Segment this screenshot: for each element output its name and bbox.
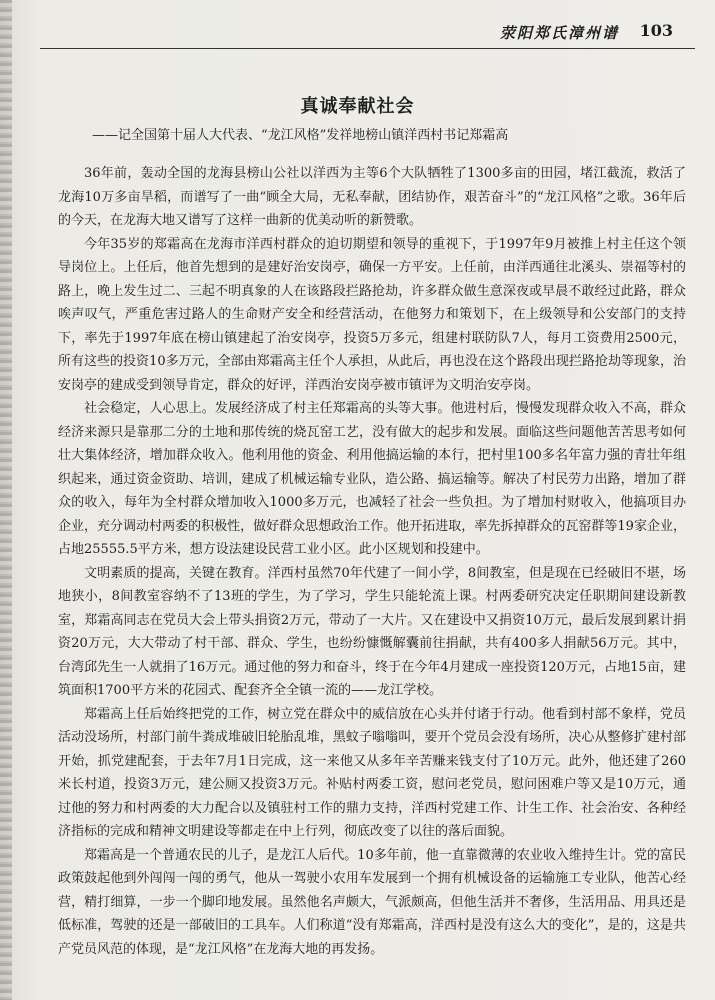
running-header: [40, 18, 695, 46]
article-subtitle: ——记全国第十届人大代表、“龙江风格”发祥地榜山镇洋西村书记郑霜高: [92, 128, 509, 143]
paragraph: 今年35岁的郑霜高在龙海市洋西村群众的迫切期望和领导的重视下，于1997年9月被推上村主任这个领导岗位上。上任后，他首先想到的是建好治安岗亭，确保一方平安。上任前，由洋西通往北溪头、崇福等村的路上，晚上发生过二、三起不明真象的人在该路段拦路抢劫，许多群众做生意深夜或早晨不敢经过此路，群众唉声叹气，严重危害过路人的生命财产安全和经营活动，在他努力和策划下，在上级领导和公安部门的支持下，率先于1997年底在榜山镇建起了治安岗亭，投资5万多元，组建村联防队7人，每月工资费用2500元，所有这些的投资10多万元，全部由郑霜高主任个人承担，从此后，再也没在这个路段出现拦路抢劫等现象，治安岗亭的建成受到领导肯定，群众的好评，洋西治安岗亭被市镇评为文明治安亭岗。: [58, 236, 686, 393]
paragraph: 文明素质的提高，关键在教育。洋西村虽然70年代建了一间小学，8间教室，但是现在已经破旧不堪，场地狭小，8间教室容纳不了13班的学生，为了学习，学生只能轮流上课。村两委研究决定任职期间建设新教室，郑霜高同志在党员大会上带头捐资2万元，带动了一大片。又在建设中又捐资10万元，最后发展到累计捐资20万元，大大带动了村干部、群众、学生，也纷纷慷慨解囊前往捐献，共有400多人捐献56万元。其中，台湾邱先生一人就捐了16万元。通过他的努力和奋斗，终于在今年4月建成一座投资120万元，占地15亩，建筑面积1700平方米的花园式、配套齐全全镇一流的——龙江学校。: [58, 565, 686, 698]
paragraph: 36年前，轰动全国的龙海县榜山公社以洋西为主等6个大队牺牲了1300多亩的田园，堵江截流，救活了龙海10万多亩旱稻，而谱写了一曲“顾全大局，无私奉献，团结协作，艰苦奋斗”的“龙江风格”之歌。36年后的今天，在龙海大地又谱写了这样一曲新的优美动听的新赞歌。: [58, 166, 686, 228]
running-header-title: 荥阳郑氏漳州谱: [499, 24, 619, 42]
binding-gutter: [0, 0, 12, 1000]
paragraph: 郑霜高上任后始终把党的工作，树立党在群众中的威信放在心头并付诸于行动。他看到村部不象样，党员活动没场所，村部门前牛粪成堆破旧轮胎乱堆，黑蚊子嗡嗡叫，要开个党员会没有场所，决心从整修扩建村部开始，抓党建配套，于去年7月1日完成，这一来他又从多年辛苦赚来钱支付了10万元。此外，他还建了260米长村道，投资3万元，建公厕又投资3万元。补贴村两委工资，慰问老党员，慰问困难户等又是10万元，通过他的努力和村两委的大力配合以及镇驻村工作的鼎力支持，洋西村党建工作、计生工作、社会治安、各种经济指标的完成和精神文明建设等都走在中上行列，彻底改变了以往的落后面貌。: [58, 706, 686, 839]
paragraph: 社会稳定，人心思上。发展经济成了村主任郑霜高的头等大事。他进村后，慢慢发现群众收入不高，群众经济来源只是靠那二分的土地和那传统的烧瓦窑工艺，没有做大的起步和发展。面临这些问题他苦苦思考如何壮大集体经济，增加群众收入。他利用他的资金、利用他搞运输的本行，把村里100多名年富力强的青壮年组织起来，通过资金资助、培训，建成了机械运输专业队，造公路、搞运输等。解决了村民劳力出路，增加了群众的收入，每年为全村群众增加收入1000多万元，也减轻了社会一些负担。为了增加村财收入，他搞项目办企业，充分调动村两委的积极性，做好群众思想政治工作。他开拓进取，率先拆掉群众的瓦窑群等19家企业，占地25555.5平方米，想方设法建设民营工业小区。此小区规划和投建中。: [58, 401, 686, 557]
header-rule: [40, 48, 695, 49]
page-number: 103: [639, 21, 673, 40]
article-body: [58, 162, 686, 961]
paragraph: 郑霜高是一个普通农民的儿子，是龙江人后代。10多年前，他一直靠微薄的农业收入维持生计。党的富民政策鼓起他到外闯闯一闯的勇气，他从一驾驶小农用车发展到一个拥有机械设备的运输施工专业队，他苦心经营，精打细算，一步一个脚印地发展。虽然他名声颇大，气派颇高，但他生活并不奢侈，生活用品、用具还是低标准，驾驶的还是一部破旧的工具车。人们称道“没有郑霜高，洋西村是没有这么大的变化”，是的，这是共产党员风范的体现，是“龙江风格”在龙海大地的再发扬。: [58, 847, 686, 957]
article-title: 真诚奉献社会: [300, 96, 415, 117]
